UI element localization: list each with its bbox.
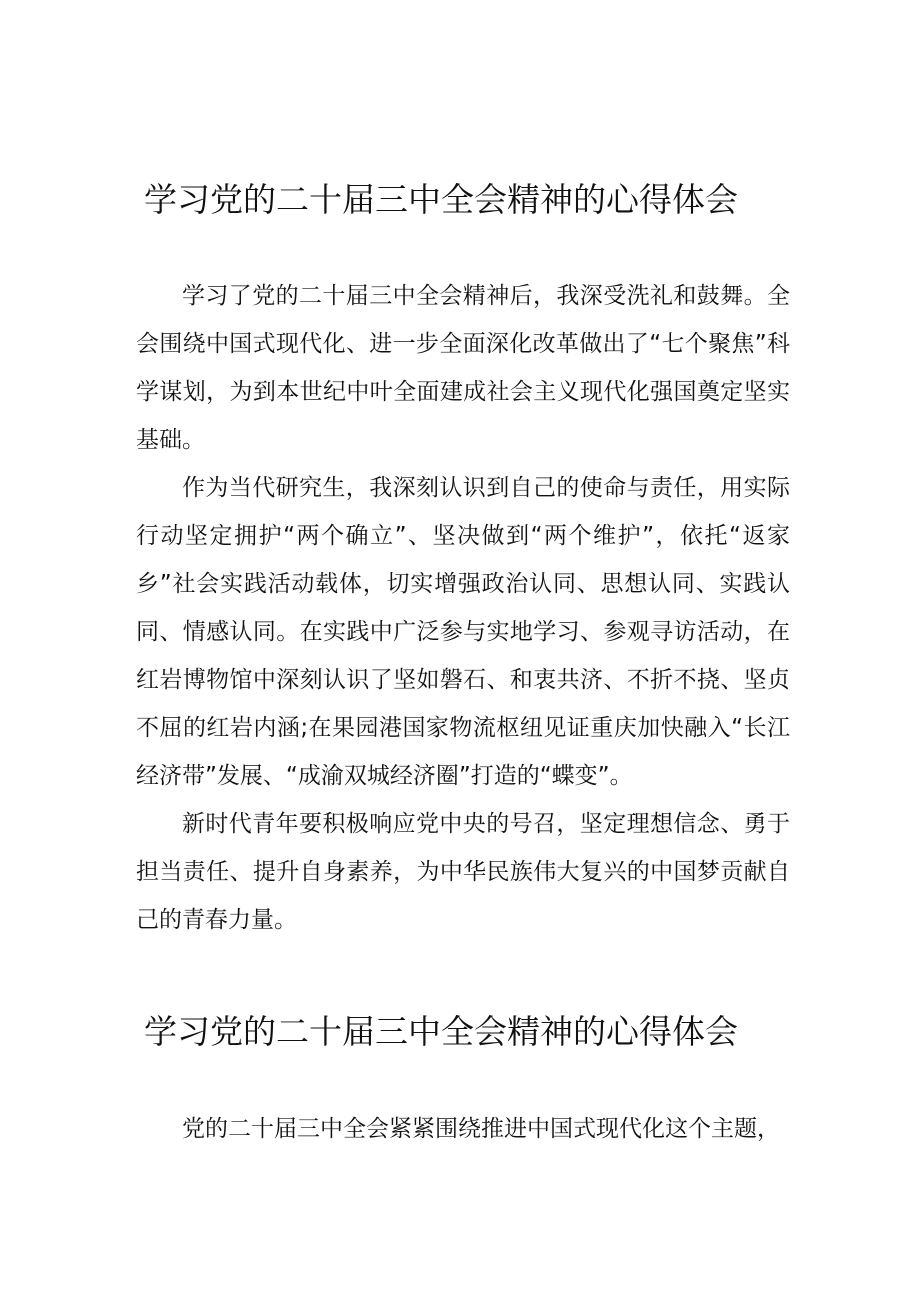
essay-title: 学习党的二十届三中全会精神的心得体会	[144, 1012, 738, 1051]
paragraph: 学习了党的二十届三中全会精神后，我深受洗礼和鼓舞。全会围绕中国式现代化、进一步全面深化改革做出了“七个聚焦”科学谋划，为到本世纪中叶全面建成社会主义现代化强国奠定坚实基础。	[136, 283, 790, 453]
essay-section-1	[136, 176, 790, 944]
essay-body	[136, 1105, 790, 1153]
essay-title: 学习党的二十届三中全会精神的心得体会	[144, 180, 738, 219]
paragraph: 党的二十届三中全会紧紧围绕推进中国式现代化这个主题，	[182, 1116, 780, 1142]
paragraph: 作为当代研究生，我深刻认识到自己的使命与责任，用实际行动坚定拥护“两个确立”、坚决做到“两个维护”，依托“返家乡”社会实践活动载体，切实增强政治认同、思想认同、实践认同、情感认同。在实践中广泛参与实地学习、参观寻访活动，在红岩博物馆中深刻认识了坚如磐石、和衷共济、不折不挠、坚贞不屈的红岩内涵;在果园港国家物流枢纽见证重庆加快融入“长江经济带”发展、“成渝双城经济圈”打造的“蝶变”。	[136, 475, 790, 789]
essay-section-2	[136, 1008, 790, 1153]
essay-body	[136, 272, 790, 944]
paragraph: 新时代青年要积极响应党中央的号召，坚定理想信念、勇于担当责任、提升自身素养，为中华民族伟大复兴的中国梦贡献自己的青春力量。	[136, 811, 790, 933]
